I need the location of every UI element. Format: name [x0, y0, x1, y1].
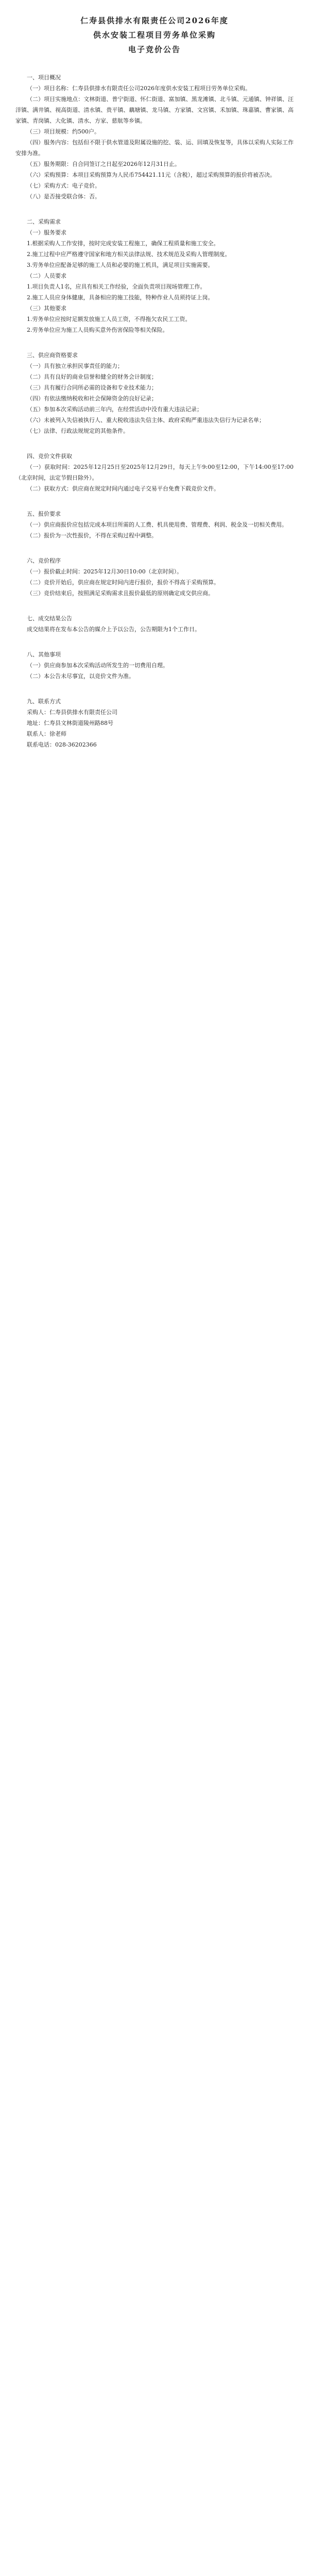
page-title-line-2: 供水安装工程项目劳务单位采购: [93, 30, 216, 40]
section-heading: 九、联系方式: [27, 698, 61, 705]
paragraph: （七）法律、行政法规规定的其他条件。: [27, 428, 129, 434]
paragraph: 2.劳务单位应为施工人员购买意外伤害保险等相关保险。: [27, 327, 168, 333]
contact-line: 联系电话：028-36202366: [27, 741, 97, 748]
paragraph: （二）具有良好的商业信誉和健全的财务会计制度；: [27, 374, 157, 380]
paragraph: （一）供应商参加本次采购活动所发生的一切费用自理。: [27, 662, 168, 669]
paragraph: （一）服务要求: [27, 229, 66, 236]
title-block: [15, 13, 294, 57]
paragraph: 1.项目负责人1名，应具有相关工作经验，全面负责项目现场管理工作。: [27, 283, 206, 290]
page-title-line-3: 电子竞价公告: [128, 45, 181, 54]
paragraph: （二）项目实施地点：文林街道、普宁街道、怀仁街道、富加镇、黑龙滩镇、北斗镇、元通镇、钟祥镇、汪洋镇、满井镇、视高街道、清水镇、贵平镇、藕塘镇、龙马镇、方家镇、文宫镇、禾加镇、珠嘉镇、曹家镇、高家镇、青岗镇、大化镇、清水、方家、慈航等乡镇。: [15, 96, 294, 124]
contact-line: 联系人：徐老师: [27, 731, 66, 737]
paragraph: （三）其他要求: [27, 305, 66, 312]
paragraph: （二）本公告未尽事宜，以竞价文件为准。: [27, 673, 134, 680]
contact-line: 采购人：仁寿县供排水有限责任公司: [27, 709, 117, 716]
paragraph: （八）是否接受联合体：否。: [27, 193, 100, 200]
paragraph: （七）采购方式：电子竞价。: [27, 182, 100, 189]
paragraph: （二）人员要求: [27, 273, 66, 279]
paragraph: （二）竞价开始后，供应商在规定时间内进行报价，报价不得高于采购预算。: [27, 579, 219, 586]
section-heading: 四、竞价文件获取: [27, 453, 72, 460]
paragraph: （三）竞价结束后，按照满足采购需求且报价最低的原则确定成交供应商。: [27, 590, 214, 597]
section-heading: 三、供应商资格要求: [27, 352, 78, 359]
announcement-body: [15, 72, 294, 750]
paragraph: （三）项目规模：约500户。: [27, 128, 100, 135]
paragraph: （三）具有履行合同所必需的设备和专业技术能力；: [27, 384, 157, 391]
paragraph: （二）报价为一次性报价，不得在采购过程中调整。: [27, 532, 157, 539]
paragraph: 1.劳务单位应按时足额发放施工人员工资，不得拖欠农民工工资。: [27, 316, 191, 323]
paragraph: （一）报价截止时间：2025年12月30日10:00（北京时间）。: [27, 568, 183, 575]
section-heading: 二、采购需求: [27, 218, 61, 225]
section-heading: 一、项目概况: [27, 74, 61, 81]
paragraph: （四）有依法缴纳税收和社会保障资金的良好记录；: [27, 395, 157, 402]
paragraph: 2.施工人员应身体健康，具备相应的施工技能，特种作业人员须持证上岗。: [27, 294, 214, 301]
paragraph: 3.劳务单位应配备足够的施工人员和必要的施工机具，满足项目实施需要。: [27, 262, 214, 268]
paragraph: （五）服务期限：自合同签订之日起至2026年12月31日止。: [27, 161, 180, 167]
paragraph: （一）获取时间：2025年12月25日至2025年12月29日，每天上午9:00至12:00，下午14:00至17:00（北京时间，法定节假日除外）。: [15, 464, 294, 481]
section-heading: 七、成交结果公告: [27, 615, 72, 622]
paragraph: 1.根据采购人工作安排，按时完成安装工程施工，确保工程质量和施工安全。: [27, 240, 219, 247]
paragraph: （六）采购预算：本项目采购预算为人民币754421.11元（含税），超过采购预算的报价将被否决。: [27, 172, 276, 178]
section-heading: 六、竞价程序: [27, 557, 61, 564]
paragraph: （一）具有独立承担民事责任的能力；: [27, 363, 123, 369]
paragraph: （六）未被列入失信被执行人、重大税收违法失信主体、政府采购严重违法失信行为记录名单；: [27, 417, 265, 423]
paragraph: （四）服务内容：包括但不限于供水管道及附属设施的挖、装、运、回填及恢复等，具体以采购人实际工作安排为准。: [15, 139, 294, 157]
paragraph: （二）获取方式：供应商在规定时间内通过电子交易平台免费下载竞价文件。: [27, 485, 219, 492]
paragraph: （一）供应商报价应包括完成本项目所需的人工费、机具使用费、管理费、利润、税金及一切相关费用。: [27, 521, 287, 528]
page-title-line-1: 仁寿县供排水有限责任公司2026年度: [80, 16, 229, 25]
section-heading: 八、其他事项: [27, 651, 61, 658]
contact-line: 地址：仁寿县文林街道陵州路88号: [27, 720, 113, 726]
paragraph: 2.施工过程中应严格遵守国家和地方相关法律法规、技术规范及采购人管理制度。: [27, 251, 231, 258]
section-heading: 五、报价要求: [27, 511, 61, 517]
paragraph: （五）参加本次采购活动前三年内，在经营活动中没有重大违法记录；: [27, 406, 202, 413]
paragraph: （一）项目名称：仁寿县供排水有限责任公司2026年度供水安装工程项目劳务单位采购。: [27, 85, 251, 92]
paragraph: 成交结果将在发布本公告的媒介上予以公告，公告期限为1个工作日。: [27, 626, 200, 633]
